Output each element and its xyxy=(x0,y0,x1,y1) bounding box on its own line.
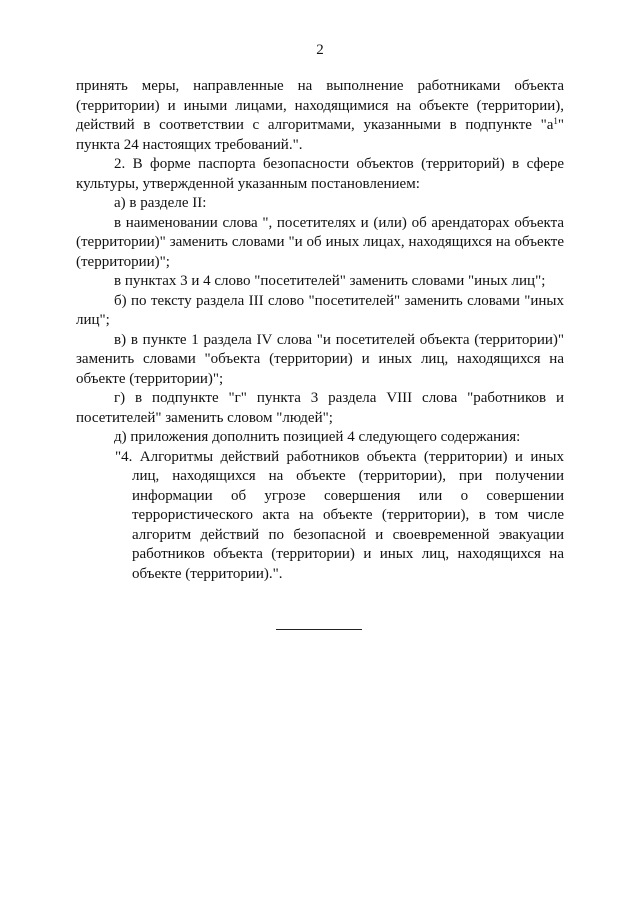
document-body xyxy=(76,77,564,584)
paragraph-continuation xyxy=(76,77,564,155)
paragraph-subitem-g: г) в подпункте "г" пункта 3 раздела VIII слова "работников и посетителей" заменить словом "людей"; xyxy=(76,390,564,426)
quoted-position-4: "4. Алгоритмы действий работников объекта (территории) и иных лиц, находящихся на объекте (территории), при получении информации об угрозе совершения или о совершении террористического акта на объекте (территории), в том числе алгоритм действий по безопасной и своевременной эвакуации работников объекта (территории) и иных лиц, находящихся на объекте (территории).". xyxy=(115,448,564,582)
paragraph-items-3-4: в пунктах 3 и 4 слово "посетителей" заменить словами "иных лиц"; xyxy=(114,273,546,289)
paragraph-subitem-d: д) приложения дополнить позицией 4 следующего содержания: xyxy=(114,429,521,445)
paragraph-item-2: 2. В форме паспорта безопасности объектов (территорий) в сфере культуры, утвержденной указанным постановлением: xyxy=(76,156,564,192)
superscript: 1 xyxy=(553,116,558,126)
paragraph-subitem-a: а) в разделе II: xyxy=(114,195,207,211)
paragraph-text: " пункта 24 настоящих требований.". xyxy=(76,117,564,153)
paragraph-subitem-v: в) в пункте 1 раздела IV слова "и посетителей объекта (территории)" заменить словами "объекта (территории) и иных лиц, находящихся на объекте (территории)"; xyxy=(76,331,564,387)
paragraph-title-change: в наименовании слова ", посетителях и (или) об арендаторах объекта (территории)" заменить словами "и об иных лицах, находящихся на объекте (территории)"; xyxy=(76,214,564,270)
paragraph-subitem-b: б) по тексту раздела III слово "посетителей" заменить словами "иных лиц"; xyxy=(76,292,564,328)
end-divider xyxy=(276,629,362,630)
paragraph-text: принять меры, направленные на выполнение работниками объекта (территории) и иными лицами, находящимися на объекте (территории), действий в соответствии с алгоритмами, указанными в подпункте "а xyxy=(76,78,564,133)
page-number: 2 xyxy=(316,42,324,58)
